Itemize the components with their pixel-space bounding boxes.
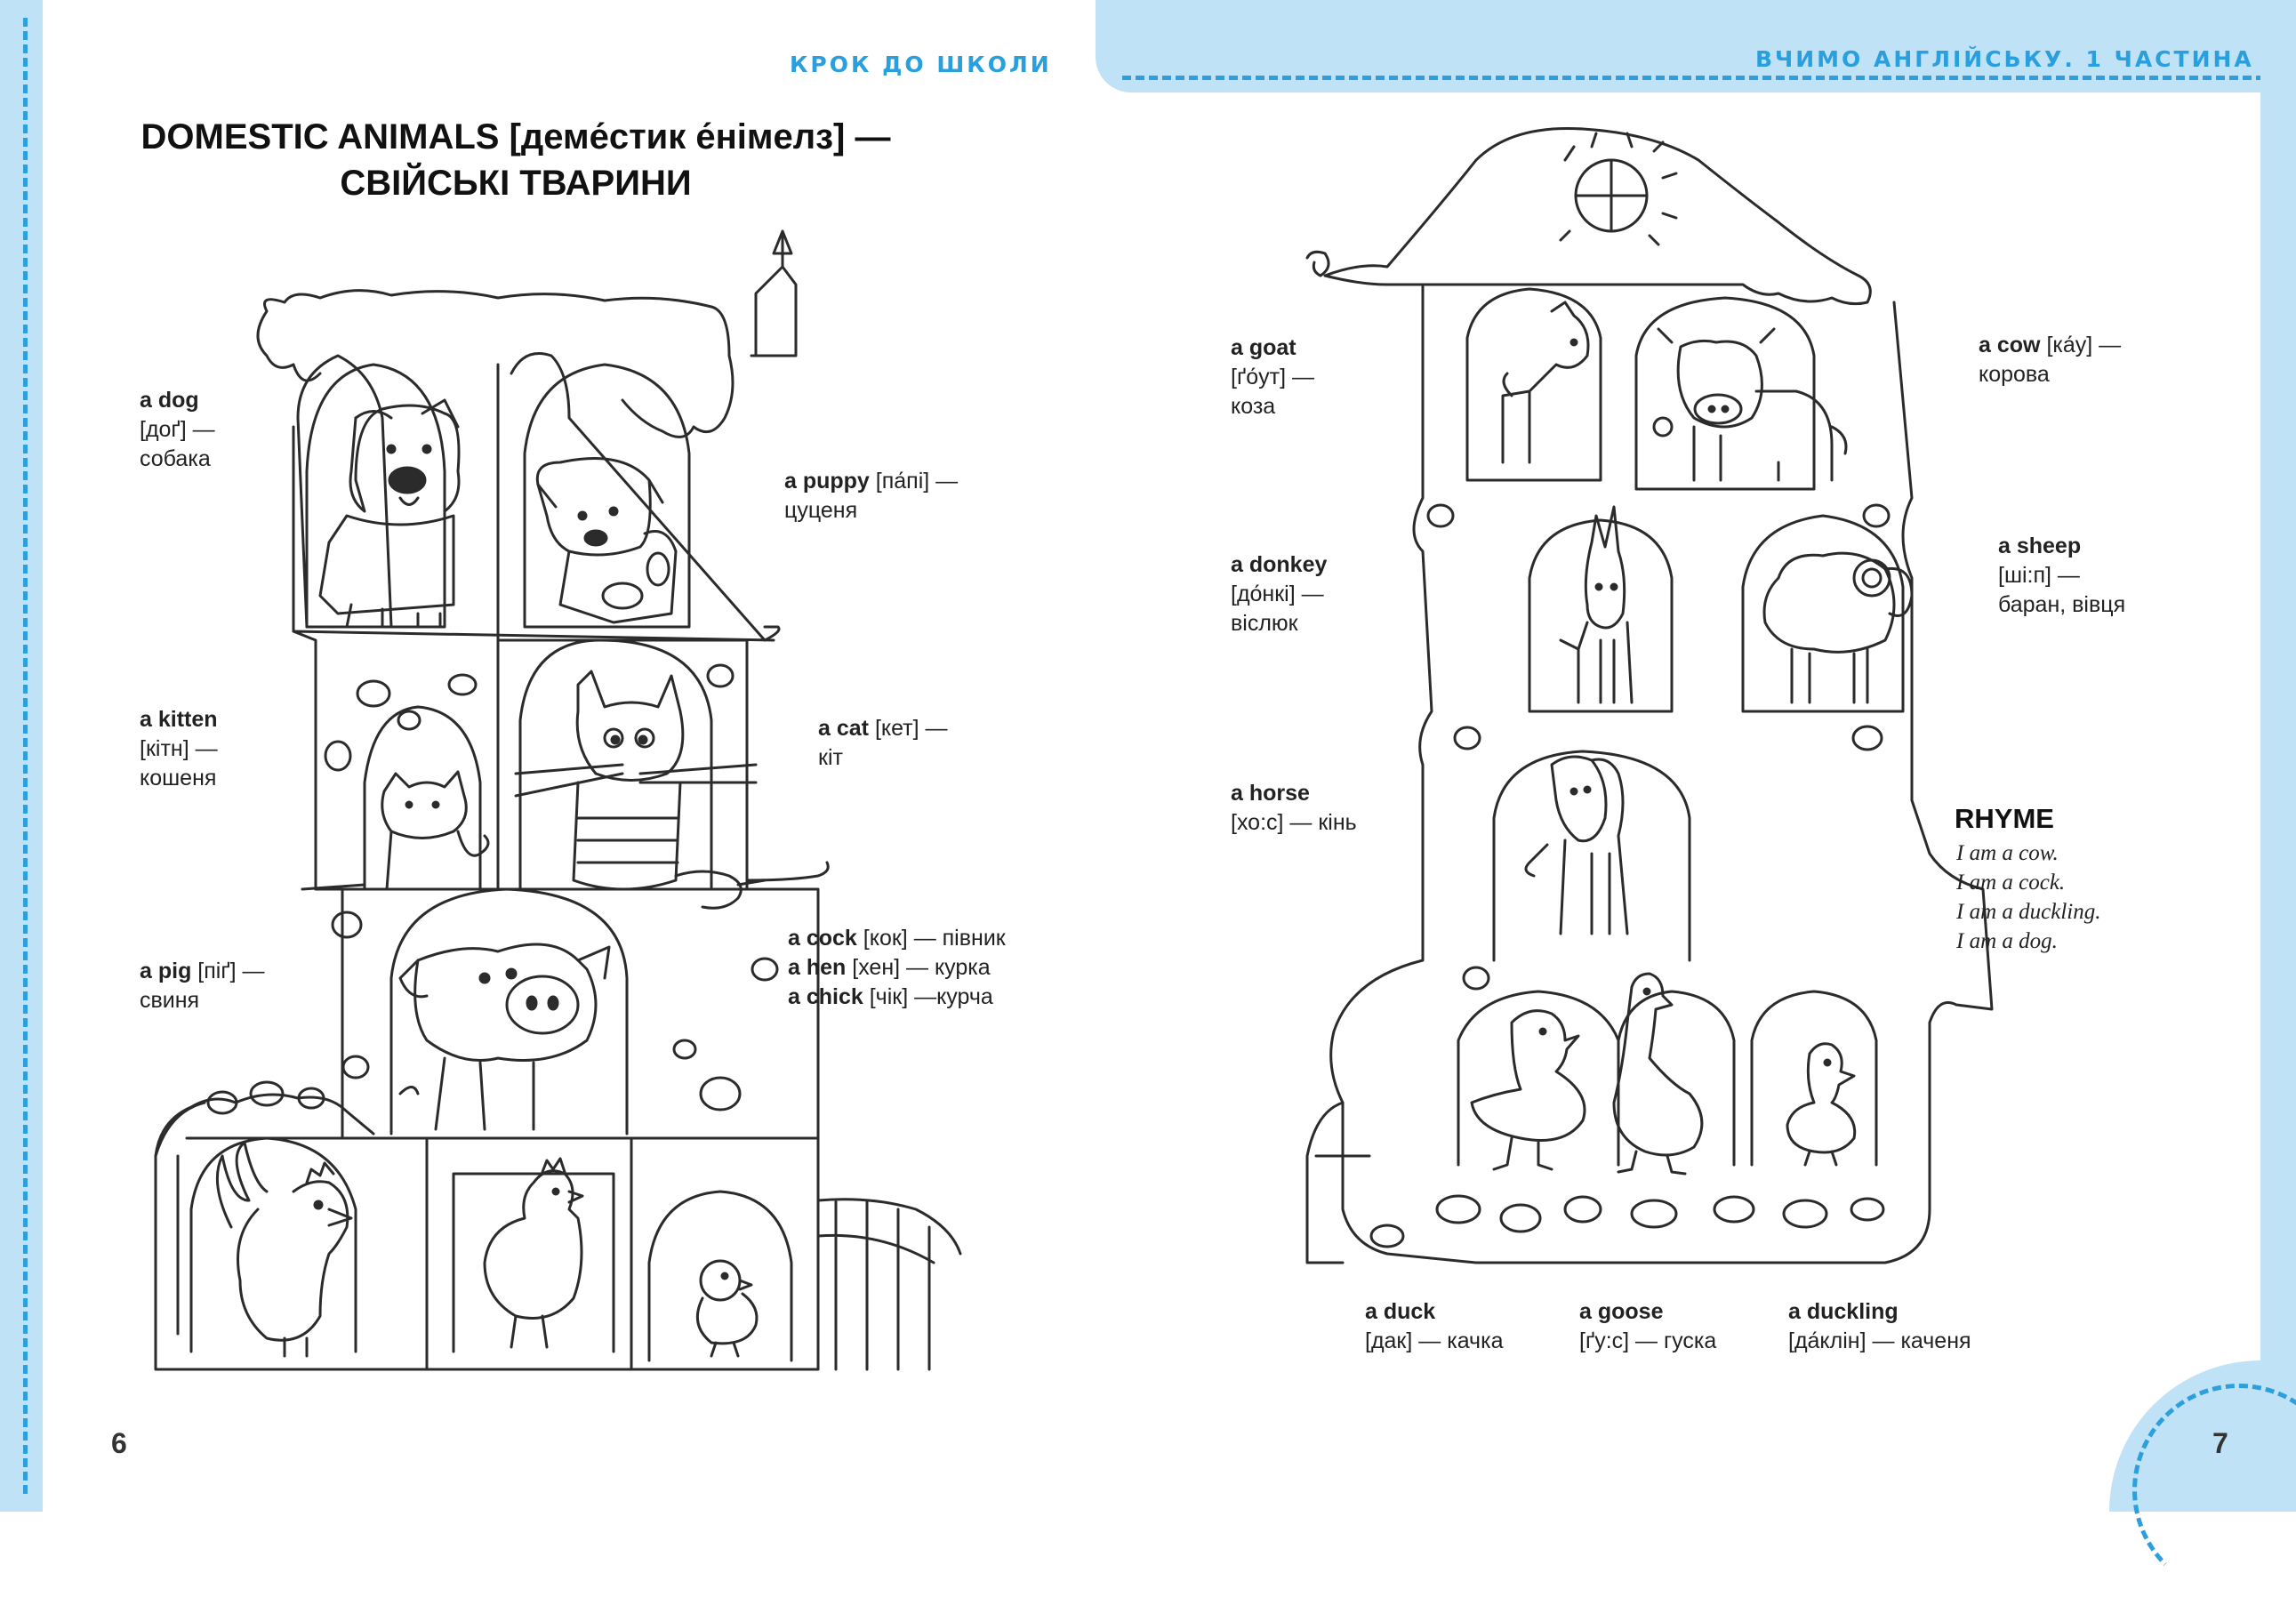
- vocab-dog-translation: собака: [140, 446, 211, 471]
- vocab-cat: [818, 714, 948, 773]
- right-roof: [1307, 128, 1870, 303]
- vocab-dog: [140, 386, 215, 474]
- puppy-drawing: [537, 459, 676, 623]
- sheep-drawing: [1764, 553, 1912, 702]
- vocab-pig-translation: свиня: [140, 988, 200, 1013]
- vocab-pig-transcription: [піґ] —: [197, 959, 265, 983]
- vocab-puppy-word: a puppy: [784, 469, 870, 494]
- left-house-walls: [298, 354, 779, 641]
- vocab-sheep: [1998, 532, 2125, 620]
- vocab-cock-translation: [кок] — півник: [863, 926, 1006, 951]
- vocab-kitten-word: a kitten: [140, 707, 218, 732]
- vocab-cow-translation: корова: [1979, 362, 2050, 387]
- rhyme-line: I am a duckling.: [1956, 900, 2101, 924]
- vocab-donkey-transcription: [до́нкі] —: [1231, 582, 1324, 606]
- vocab-pig: [140, 957, 265, 1015]
- left-roof: [258, 291, 733, 437]
- left-house-drawing: [156, 231, 960, 1369]
- title-line-2: СВІЙСЬКІ ТВАРИНИ: [340, 164, 692, 203]
- page-number-left: 6: [111, 1427, 127, 1459]
- cat-drawing: [516, 671, 756, 889]
- rhyme-line: I am a cow.: [1956, 841, 2059, 865]
- vocab-cow: [1979, 331, 2121, 389]
- vocab-cock-word: a cock: [788, 926, 857, 951]
- donkey-drawing: [1561, 507, 1632, 702]
- vocab-goose-word: a goose: [1579, 1299, 1664, 1324]
- vocab-cat-word: a cat: [818, 716, 869, 741]
- right-house-drawing: [1307, 128, 1992, 1263]
- vocab-puppy-translation: цуценя: [784, 498, 858, 523]
- vocab-cow-transcription: [ка́у] —: [2046, 333, 2122, 357]
- vocab-dog-word: a dog: [140, 388, 199, 413]
- right-running-head: ВЧИМО АНГЛІЙСЬКУ. 1 ЧАСТИНА: [1755, 46, 2254, 72]
- vocab-sheep-translation: баран, вівця: [1998, 592, 2126, 617]
- page-title: [133, 114, 898, 206]
- vocab-dog-transcription: [доґ] —: [140, 417, 215, 442]
- kitten-drawing: [382, 772, 488, 889]
- vocab-goat-translation: коза: [1231, 394, 1276, 419]
- vocab-pig-word: a pig: [140, 959, 192, 983]
- horse-drawing: [1526, 757, 1627, 934]
- rhyme-title: RHYME: [1955, 803, 2054, 834]
- goose-drawing: [1614, 974, 1702, 1174]
- vocab-horse-word: a horse: [1231, 781, 1310, 806]
- vocab-chick-translation: [чік] —курча: [869, 984, 993, 1009]
- vocab-chick-word: a chick: [788, 984, 863, 1009]
- vocab-goat-transcription: [ґо́ут] —: [1231, 365, 1314, 389]
- pig-drawing: [400, 944, 609, 1129]
- cock-drawing: [217, 1143, 351, 1356]
- cow-drawing: [1654, 329, 1846, 480]
- vocab-hen-translation: [хен] — курка: [852, 955, 991, 980]
- vocab-duckling-word: a duckling: [1788, 1299, 1899, 1324]
- duck-drawing: [1472, 1011, 1585, 1169]
- vocab-hen-word: a hen: [788, 955, 847, 980]
- vocab-goat: [1231, 333, 1314, 421]
- vocab-donkey-translation: віслюк: [1231, 611, 1298, 636]
- vocab-goose-translation: [ґу:с] — гуска: [1579, 1328, 1717, 1353]
- left-running-head: КРОК ДО ШКОЛИ: [790, 52, 1052, 77]
- vocab-duckling: [1788, 1297, 1971, 1356]
- chick-drawing: [697, 1261, 757, 1356]
- vocab-duck-translation: [дак] — качка: [1365, 1328, 1504, 1353]
- vocab-goose: [1579, 1297, 1716, 1356]
- duckling-drawing: [1787, 1044, 1855, 1165]
- vocab-sheep-word: a sheep: [1998, 534, 2082, 558]
- vocab-kitten-translation: кошеня: [140, 766, 217, 790]
- vocab-cow-word: a cow: [1979, 333, 2041, 357]
- vocab-kitten-transcription: [кітн] —: [140, 736, 218, 761]
- vocab-duck-word: a duck: [1365, 1299, 1436, 1324]
- rhyme-line: I am a cock.: [1956, 871, 2066, 895]
- hen-drawing: [485, 1159, 582, 1347]
- vocab-cat-translation: кіт: [818, 745, 843, 770]
- vocab-sheep-transcription: [ші:п] —: [1998, 563, 2080, 588]
- vocab-cat-transcription: [кет] —: [874, 716, 948, 741]
- vocab-horse: [1231, 779, 1357, 838]
- page-number-right: 7: [2212, 1427, 2228, 1459]
- vocab-horse-translation: [хо:с] — кінь: [1231, 810, 1357, 835]
- chimney: [751, 231, 796, 356]
- vocab-puppy: [784, 467, 958, 526]
- vocab-duck: [1365, 1297, 1503, 1356]
- vocab-duckling-translation: [да́клін] — каченя: [1788, 1328, 1971, 1353]
- vocab-poultry: [788, 924, 1006, 1012]
- vocab-kitten: [140, 705, 218, 793]
- rhyme-line: I am a dog.: [1956, 929, 2058, 953]
- title-line-1: DOMESTIC ANIMALS [деме́стик е́німелз] —: [140, 117, 891, 156]
- vocab-puppy-transcription: [па́пі] —: [875, 469, 959, 494]
- goat-drawing: [1503, 302, 1588, 462]
- vocab-donkey-word: a donkey: [1231, 552, 1328, 577]
- vocab-goat-word: a goat: [1231, 335, 1297, 360]
- vocab-donkey: [1231, 550, 1327, 638]
